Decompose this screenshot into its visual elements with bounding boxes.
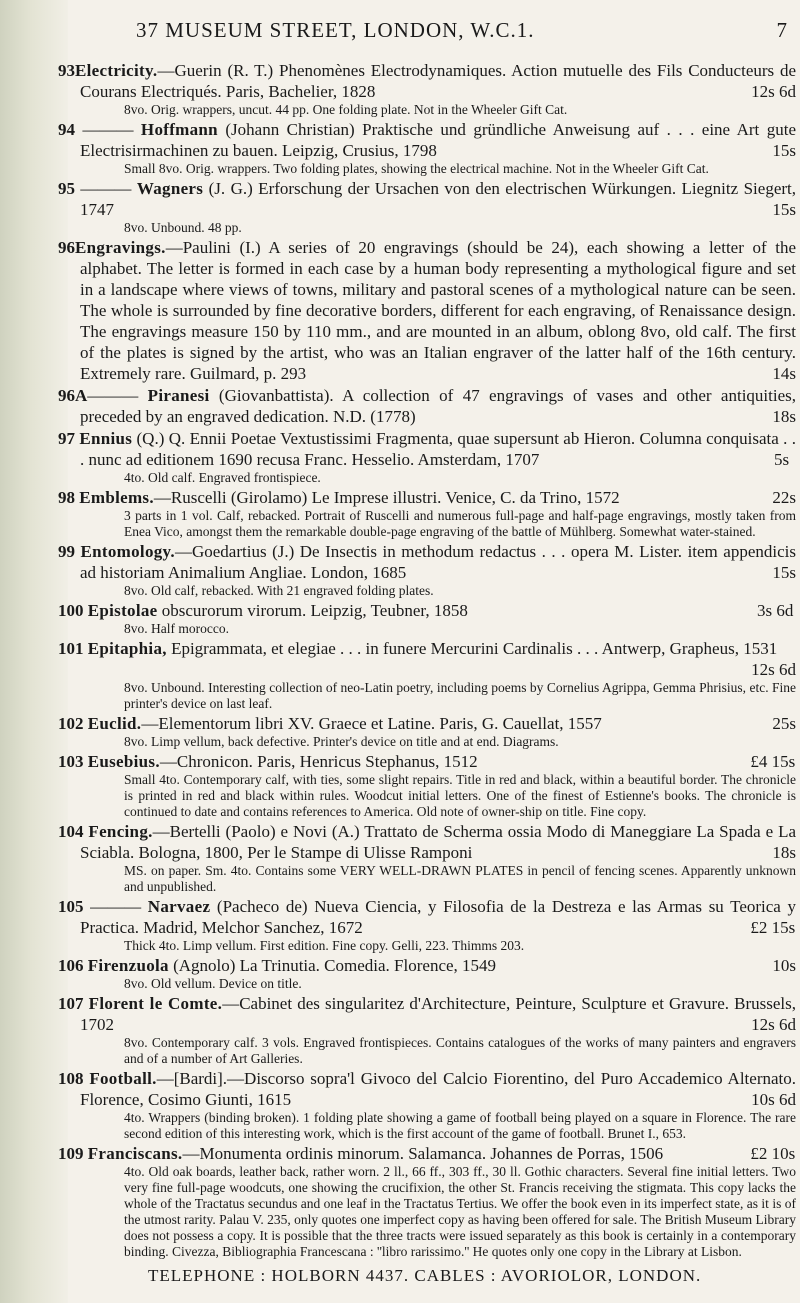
- entry-description: —Bertelli (Paolo) e Novi (A.) Trattato de Scherma ossia Modo di Maneggiare La Spada e La Sciabla. Bologna, 1800, Per le Stampe di Ulisse Ramponi: [80, 822, 796, 862]
- entry-price: 14s: [772, 364, 796, 383]
- entry-price: 18s: [772, 407, 796, 426]
- entry-heading: Eusebius.: [87, 752, 160, 771]
- entry-number: 96A: [58, 386, 88, 405]
- entry-lead: [58, 713, 796, 734]
- entry-description: —Goedartius (J.) De Insectis in methodum redactus . . . opera M. Lister. item appendicis ad historiam Animalium Angliae. London, 1685: [80, 542, 796, 582]
- catalogue-entry: [58, 638, 796, 712]
- entry-number: 97: [58, 429, 75, 448]
- entry-description: obscurorum virorum. Leipzig, Teubner, 1858: [157, 601, 468, 620]
- entry-lead: [58, 751, 796, 772]
- entry-heading: Firenzuola: [87, 956, 169, 975]
- entry-lead: 97 Ennius (Q.) Q. Ennii Poetae Vextustissimi Fragmenta, quae supersunt ab Hieron. Columna conquisata . . . nunc ad editionem 1690 recusa Franc. Hesselio. Amsterdam, 1707 5s: [58, 429, 796, 469]
- entry-lead: [58, 821, 796, 863]
- entry-heading: Entomology.: [80, 542, 175, 561]
- entry-note: 8vo. Old vellum. Device on title.: [124, 976, 302, 991]
- catalogue-entry: [58, 119, 796, 177]
- entry-number: 93: [58, 61, 75, 80]
- entry-price: 22s: [772, 488, 796, 507]
- entry-dash: ———: [75, 120, 141, 139]
- entry-note: 8vo. Unbound. Interesting collection of neo-Latin poetry, including poems by Cornelius Agrippa, Gemma Phrisius, etc. Fine printer's device on last leaf.: [124, 680, 796, 711]
- entry-price: 10s: [772, 956, 796, 975]
- entry-heading: Wagners: [136, 179, 204, 198]
- entry-description: —Ruscelli (Girolamo) Le Imprese illustri. Venice, C. da Trino, 1572: [153, 488, 620, 507]
- entry-lead: [58, 385, 796, 427]
- running-head-title: 37 MUSEUM STREET, LONDON, W.C.1.: [136, 18, 535, 42]
- entry-note: 8vo. Old calf, rebacked. With 21 engraved folding plates.: [124, 583, 434, 598]
- catalogue-entry: [58, 713, 796, 750]
- entry-note: Thick 4to. Limp vellum. First edition. Fine copy. Gelli, 223. Thimms 203.: [124, 938, 525, 953]
- entry-number: 102: [58, 714, 84, 733]
- entry-price: 3s 6d: [757, 601, 794, 620]
- catalogue-entry: [58, 178, 796, 236]
- entry-note: 4to. Wrappers (binding broken). 1 folding plate showing a game of football being played on a square in Florence. The rare second edition of this interesting work, which is the first account of the game of football. Brunet I., 653.: [124, 1110, 796, 1141]
- catalogue-entry: [58, 955, 796, 992]
- entry-price: 25s: [772, 714, 796, 733]
- entry-heading: Emblems.: [79, 488, 154, 507]
- entry-price: £2 10s: [750, 1144, 796, 1163]
- entry-number: 108: [58, 1069, 84, 1088]
- entry-note: 8vo. Unbound. 48 pp.: [124, 220, 242, 235]
- entry-note: 8vo. Orig. wrappers, uncut. 44 pp. One folding plate. Not in the Wheeler Gift Cat.: [124, 102, 568, 117]
- catalogue-entry: [58, 751, 796, 820]
- entry-price: 12s 6d: [751, 660, 796, 679]
- entry-price: 10s 6d: [751, 1090, 796, 1109]
- entry-lead: [58, 955, 796, 976]
- entry-lead: [58, 178, 796, 220]
- entry-heading: Epitaphia,: [87, 639, 167, 658]
- entry-note: 8vo. Contemporary calf. 3 vols. Engraved frontispieces. Contains catalogues of the works of many painters and engravers and of a number of Art Galleries.: [124, 1035, 796, 1066]
- page-number: 7: [776, 18, 788, 42]
- entry-price: 15s: [772, 141, 796, 160]
- entry-number: 109: [58, 1144, 84, 1163]
- entry-description: —Elementorum libri XV. Graece et Latine. Paris, G. Cauellat, 1557: [141, 714, 602, 733]
- entry-heading: Engravings.: [75, 238, 166, 257]
- entry-price: £2 15s: [750, 918, 796, 937]
- entry-lead: [58, 1143, 796, 1164]
- footer-telephone: TELEPHONE : HOLBORN 4437. CABLES : AVORIOLOR, LONDON.: [148, 1266, 702, 1285]
- entry-number: 98: [58, 488, 75, 507]
- entry-heading: Hoffmann: [140, 120, 218, 139]
- catalogue-page: [58, 0, 796, 1303]
- entry-note: Small 8vo. Orig. wrappers. Two folding plates, showing the electrical machine. Not in the Wheeler Gift Cat.: [124, 161, 709, 176]
- entry-lead: [58, 600, 796, 621]
- entry-description: (Q.) Q. Ennii Poetae Vextustissimi Fragmenta, quae supersunt ab Hieron. Columna conquisata . . . nunc ad editionem 1690 recusa Franc. Hesselio. Amsterdam, 1707: [80, 429, 796, 469]
- entry-number: 103: [58, 752, 84, 771]
- entry-heading: Florent le Comte.: [88, 994, 223, 1013]
- entry-description: —Paulini (I.) A series of 20 engravings (should be 24), each showing a letter of the alphabet. The letter is formed in each case by a human body representing a mythological figure and set in a landscape where views of towns, military and pastoral scenes of a mythological nature can be seen. The whole is surrounded by fine decorative borders, different for each engraving, of Renaissance design. The engravings measure 150 by 110 mm., and are mounted in an album, oblong 8vo, old calf. The first of the plates is signed by the artist, who was an Italian engraver of the latter half of the 16th century. Extremely rare. Guilmard, p. 293: [80, 238, 796, 383]
- entry-note: 4to. Old oak boards, leather back, rather worn. 2 ll., 66 ff., 303 ff., 30 ll. Gothic characters. Several fine initial letters. Two very fine full-page woodcuts, one showing the crucifixion, the other St. Francis receiving the stigmata. This copy lacks the whole of the Tractatus secundus and one leaf in the Tractatus Tertius. We offer the book even in its imperfect state, as it is of the utmost rarity. Palau V. 235, only quotes one imperfect copy as having been offered for sale. The British Museum Library does not possess a copy. It is possible that the three tracts were issued separately as this book is certainly in a contemporary binding. Civezza, Bibliographia Francescana : ''libro rarissimo.'' He quotes only one copy in the Library at Lisbon.: [124, 1164, 796, 1259]
- entry-number: 100: [58, 601, 84, 620]
- entry-description: —Guerin (R. T.) Phenomènes Electrodynamiques. Action mutuelle des Fils Conducteurs de Courans Electriqués. Paris, Bachelier, 1828: [80, 61, 796, 101]
- entry-heading: Epistolae: [87, 601, 158, 620]
- entry-dash: ———: [87, 386, 148, 405]
- entry-note: 8vo. Limp vellum, back defective. Printer's device on title and at end. Diagrams.: [124, 734, 559, 749]
- entry-heading: Ennius: [79, 429, 133, 448]
- entry-heading: Fencing.: [88, 822, 153, 841]
- catalogue-entry: [58, 428, 796, 486]
- entry-number: 104: [58, 822, 84, 841]
- entry-lead: [58, 487, 796, 508]
- entry-number: 101: [58, 639, 84, 658]
- entry-lead: [58, 119, 796, 161]
- entry-description: (Pacheco de) Nueva Ciencia, y Filosofia de la Destreza e las Armas su Teorica y Practica. Madrid, Melchor Sanchez, 1672: [80, 897, 796, 937]
- entry-dash: ———: [83, 897, 148, 916]
- entry-description: —[Bardi].—Discorso sopra'l Givoco del Calcio Fiorentino, del Puro Accademico Alternato. Florence, Cosimo Giunti, 1615: [80, 1069, 796, 1109]
- entry-lead: [58, 60, 796, 102]
- entry-number: 94: [58, 120, 75, 139]
- entry-note: 3 parts in 1 vol. Calf, rebacked. Portrait of Ruscelli and numerous full-page and half-page engravings, mostly taken from Enea Vico, amongst them the remarkable double-page engraving of the battle of Mühlberg. Somewhat water-stained.: [124, 508, 796, 539]
- catalogue-entry: [58, 600, 796, 637]
- entry-lead: [58, 541, 796, 583]
- catalogue-entry: [58, 487, 796, 540]
- entry-heading: Electricity.: [75, 61, 158, 80]
- catalogue-entry: [58, 541, 796, 599]
- entry-number: 95: [58, 179, 75, 198]
- entry-description: Epigrammata, et elegiae . . . in funere Mercurini Cardinalis . . . Antwerp, Grapheus, 1531: [166, 639, 778, 658]
- entry-note: 4to. Old calf. Engraved frontispiece.: [124, 470, 321, 485]
- entry-number: 106: [58, 956, 84, 975]
- entry-lead: [58, 1068, 796, 1110]
- entry-lead: [58, 638, 796, 680]
- entry-note: 8vo. Half morocco.: [124, 621, 229, 636]
- catalogue-entry: [58, 237, 796, 384]
- entry-dash: ———: [75, 179, 137, 198]
- catalogue-entry: [58, 993, 796, 1067]
- entry-description: (Johann Christian) Praktische und gründliche Anweisung auf . . . eine Art gute Electrisirmachinen zu bauen. Leipzig, Crusius, 1798: [80, 120, 796, 160]
- catalogue-entry: [58, 821, 796, 895]
- entry-description: (Agnolo) La Trinutia. Comedia. Florence, 1549: [168, 956, 497, 975]
- entry-price: 12s 6d: [751, 1015, 796, 1034]
- entry-price: £4 15s: [750, 752, 796, 771]
- entry-heading: Football.: [89, 1069, 157, 1088]
- entry-description: —Cabinet des singularitez d'Architecture, Peinture, Sculpture et Gravure. Brussels, 1702: [80, 994, 796, 1034]
- entry-price: 15s: [772, 563, 796, 582]
- entry-description: (Giovanbattista). A collection of 47 engravings of vases and other antiquities, preceded by an engraved dedication. N.D. (1778): [80, 386, 797, 426]
- entry-lead: [58, 237, 796, 384]
- entry-lead: [58, 993, 796, 1035]
- entry-number: 99: [58, 542, 75, 561]
- entry-description: —Monumenta ordinis minorum. Salamanca. Johannes de Porras, 1506: [182, 1144, 664, 1163]
- entry-price: 18s: [772, 843, 796, 862]
- entry-description: —Chronicon. Paris, Henricus Stephanus, 1512: [159, 752, 478, 771]
- entry-lead: [58, 896, 796, 938]
- entry-heading: Piranesi: [147, 386, 210, 405]
- catalogue-entry: [58, 896, 796, 954]
- catalogue-entry: [58, 1143, 796, 1260]
- entry-heading: Narvaez: [147, 897, 211, 916]
- catalogue-entry: [58, 385, 796, 427]
- entry-description: (J. G.) Erforschung der Ursachen von den electrischen Würkungen. Liegnitz Siegert, 1747: [80, 179, 796, 219]
- entry-number: 107: [58, 994, 84, 1013]
- catalogue-entry: [58, 1068, 796, 1142]
- entry-number: 105: [58, 897, 84, 916]
- entry-note: Small 4to. Contemporary calf, with ties, some slight repairs. Title in red and black, within a beautiful border. The chronicle is printed in red and black within rules. Woodcut initial letters. One of the finest of Estienne's books. The chronicle is continued to date and contains references to America. Old note of owner-ship on title. Fine copy.: [124, 772, 796, 819]
- catalogue-entry: [58, 60, 796, 118]
- entry-heading: Franciscans.: [87, 1144, 183, 1163]
- entry-price: 15s: [772, 200, 796, 219]
- entry-price: 12s 6d: [751, 82, 796, 101]
- entry-number: 96: [58, 238, 75, 257]
- entry-heading: Euclid.: [87, 714, 142, 733]
- entry-note: MS. on paper. Sm. 4to. Contains some VERY WELL-DRAWN PLATES in pencil of fencing scenes. Apparently unknown and unpublished.: [124, 863, 796, 894]
- catalogue-entries: [58, 60, 796, 1286]
